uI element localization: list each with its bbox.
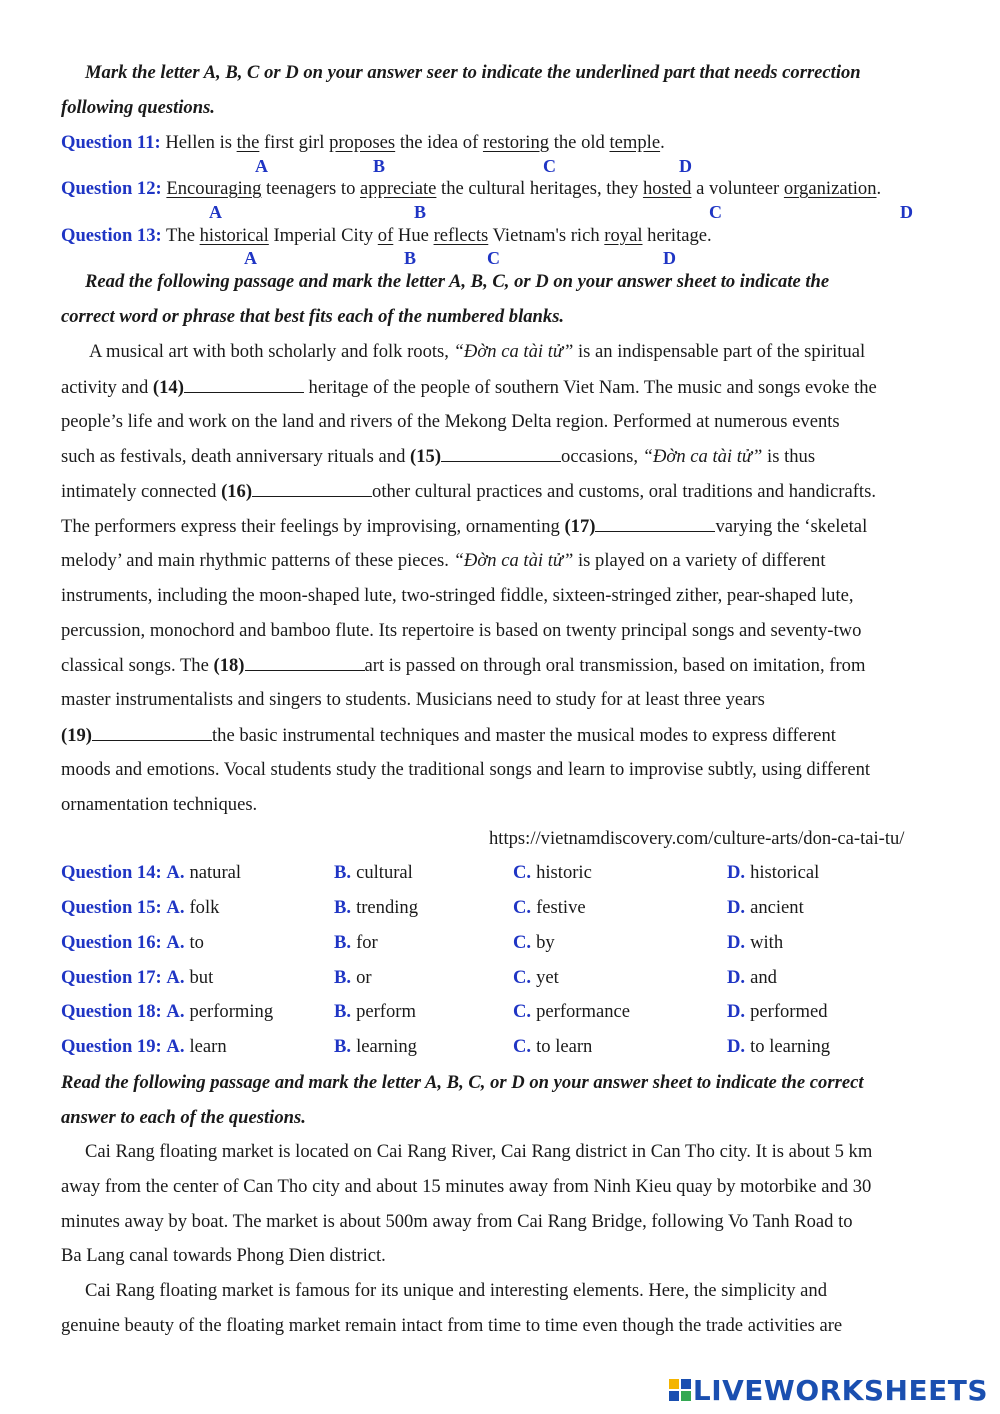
q12-option-a: Encouraging xyxy=(166,178,262,199)
liveworksheets-logo-text: LIVEWORKSHEETS xyxy=(692,1373,988,1407)
q13-letter-c: C xyxy=(487,248,500,268)
question-11: Question 11: Hellen is the first girl proposes the idea of restoring the old temple. xyxy=(61,132,665,153)
passage2-line1: Cai Rang floating market is located on Cai Rang River, Cai Rang district in Can Tho city. It is about 5 km xyxy=(85,1141,873,1162)
blank-18-number: (18) xyxy=(213,655,245,676)
section1-instruction-line1: Mark the letter A, B, C or D on your answer seer to indicate the underlined part that needs correction xyxy=(85,62,861,83)
option-a-letter: A. xyxy=(166,1001,185,1022)
section3-instruction-line2: answer to each of the questions. xyxy=(61,1107,306,1128)
option-c[interactable] xyxy=(513,1001,630,1023)
option-a-text[interactable]: performing xyxy=(189,1001,274,1022)
option-a-letter: A. xyxy=(166,967,185,988)
option-a-letter: A. xyxy=(166,1036,185,1057)
q13-letter-b: B xyxy=(404,248,417,268)
question-13: Question 13: The historical Imperial City of Hue reflects Vietnam's rich royal heritage. xyxy=(61,225,712,246)
mc-question-row xyxy=(61,1001,273,1023)
option-a-letter: A. xyxy=(166,862,185,883)
q11-letter-a: A xyxy=(255,156,268,176)
q12-letter-b: B xyxy=(414,202,427,222)
q11-letter-d: D xyxy=(679,156,692,176)
option-b-text: trending xyxy=(356,897,419,918)
option-b-text: perform xyxy=(356,1001,416,1022)
blank-19-number: (19) xyxy=(61,725,92,746)
option-c-text: by xyxy=(536,932,555,953)
option-b[interactable] xyxy=(334,1001,416,1023)
option-b-letter: B. xyxy=(334,897,352,918)
blank-14-number: (14) xyxy=(152,377,184,398)
section3-instruction-line1: Read the following passage and mark the letter A, B, C, or D on your answer sheet to indicate the correct xyxy=(61,1072,864,1093)
question-11-label: Question 11: xyxy=(61,132,161,153)
passage1-line8: instruments, including the moon-shaped lute, two-stringed fiddle, sixteen-stringed zither, pear-shaped lute, xyxy=(61,585,854,606)
blank-17[interactable] xyxy=(595,515,715,532)
option-d-letter: D. xyxy=(727,897,746,918)
option-c-letter: C. xyxy=(513,967,532,988)
option-c-text: historic xyxy=(536,862,592,883)
q13-option-d: royal xyxy=(604,225,643,246)
q13-option-a: historical xyxy=(199,225,269,246)
option-d-text: to learning xyxy=(750,1036,831,1057)
q11-option-b: proposes xyxy=(329,132,396,153)
blank-16[interactable] xyxy=(252,480,372,497)
mc-question-row xyxy=(61,1036,227,1058)
option-c-text: performance xyxy=(536,1001,631,1022)
option-d-letter: D. xyxy=(727,1001,746,1022)
passage1-line10: classical songs. The (18) art is passed on through oral transmission, based on imitation, from xyxy=(61,655,866,676)
option-c-letter: C. xyxy=(513,1001,532,1022)
blank-18[interactable] xyxy=(245,654,365,671)
blank-15-number: (15) xyxy=(410,446,442,467)
option-a-text[interactable]: folk xyxy=(189,897,220,918)
option-d-text: performed xyxy=(750,1001,828,1022)
passage2-line5: Cai Rang floating market is famous for its unique and interesting elements. Here, the simplicity and xyxy=(85,1280,828,1301)
option-d-text: ancient xyxy=(750,897,804,918)
option-b[interactable] xyxy=(334,932,378,954)
option-c[interactable] xyxy=(513,897,586,919)
passage1-line14: ornamentation techniques. xyxy=(61,794,258,815)
option-d-letter: D. xyxy=(727,862,746,883)
option-b[interactable] xyxy=(334,967,372,989)
passage1-source: https://vietnamdiscovery.com/culture-arts/don-ca-tai-tu/ xyxy=(489,828,905,849)
question-12-label: Question 12: xyxy=(61,178,162,199)
option-d-letter: D. xyxy=(727,932,746,953)
option-c-letter: C. xyxy=(513,897,532,918)
passage1-line5: intimately connected (16) other cultural practices and customs, oral traditions and handicrafts. xyxy=(61,481,876,502)
option-b-text: or xyxy=(356,967,372,988)
q13-letter-d: D xyxy=(663,248,676,268)
option-b-text: learning xyxy=(356,1036,417,1057)
option-b[interactable] xyxy=(334,862,413,884)
option-b-text: for xyxy=(356,932,378,953)
option-c-text: yet xyxy=(536,967,559,988)
q11-option-d: temple xyxy=(609,132,661,153)
passage1-line7: melody’ and main rhythmic patterns of these pieces. “Đờn ca tài tử” is played on a variety of different xyxy=(61,550,826,571)
option-d-letter: D. xyxy=(727,1036,746,1057)
passage2-line6: genuine beauty of the floating market remain intact from time to time even though the trade activities are xyxy=(61,1315,843,1336)
mc-question-label: Question 19: xyxy=(61,1036,162,1057)
q12-letter-c: C xyxy=(709,202,722,222)
option-b-letter: B. xyxy=(334,932,352,953)
passage1-line6: The performers express their feelings by improvising, ornamenting (17) varying the ‘skeletal xyxy=(61,516,868,537)
liveworksheets-logo-icon xyxy=(669,1379,691,1401)
question-12: Question 12: Encouraging teenagers to appreciate the cultural heritages, they hosted a volunteer organization. xyxy=(61,178,882,199)
option-b[interactable] xyxy=(334,897,418,919)
passage1-line1: A musical art with both scholarly and folk roots, “Đờn ca tài tử” is an indispensable part of the spiritual xyxy=(89,341,866,362)
option-c[interactable] xyxy=(513,967,559,989)
passage1-line3: people’s life and work on the land and rivers of the Mekong Delta region. Performed at numerous events xyxy=(61,411,840,432)
option-a-text[interactable]: natural xyxy=(189,862,242,883)
mc-question-label: Question 16: xyxy=(61,932,162,953)
mc-question-label: Question 17: xyxy=(61,967,162,988)
passage1-line2: activity and (14) heritage of the people of southern Viet Nam. The music and songs evoke the xyxy=(61,377,877,398)
passage1-line4: such as festivals, death anniversary rituals and (15) occasions, “Đờn ca tài tử” is thus xyxy=(61,446,816,467)
option-b-letter: B. xyxy=(334,967,352,988)
question-13-label: Question 13: xyxy=(61,225,162,246)
option-d[interactable] xyxy=(727,1036,830,1058)
mc-question-row xyxy=(61,862,241,884)
option-a-text[interactable]: to xyxy=(189,932,204,953)
option-a-letter: A. xyxy=(166,932,185,953)
option-b-letter: B. xyxy=(334,1036,352,1057)
q13-option-c: reflects xyxy=(433,225,489,246)
option-a-text[interactable]: learn xyxy=(189,1036,227,1057)
option-c-letter: C. xyxy=(513,862,532,883)
q11-option-c: restoring xyxy=(482,132,550,153)
q13-letter-a: A xyxy=(244,248,257,268)
option-b-letter: B. xyxy=(334,862,352,883)
passage1-line13: moods and emotions. Vocal students study the traditional songs and learn to improvise subtly, using different xyxy=(61,759,871,780)
option-d-text: with xyxy=(750,932,784,953)
q12-letter-a: A xyxy=(209,202,222,222)
option-d[interactable] xyxy=(727,1001,828,1023)
section1-instruction-line2: following questions. xyxy=(61,97,215,118)
option-c[interactable] xyxy=(513,932,555,954)
blank-17-number: (17) xyxy=(564,516,596,537)
option-c[interactable] xyxy=(513,1036,592,1058)
q12-letter-d: D xyxy=(900,202,913,222)
option-c[interactable] xyxy=(513,862,592,884)
passage1-line9: percussion, monochord and bamboo flute. Its repertoire is based on twenty principal songs and seventy-two xyxy=(61,620,862,641)
blank-14[interactable] xyxy=(184,376,304,393)
option-d[interactable] xyxy=(727,932,783,954)
passage1-line12: (19) the basic instrumental techniques and master the musical modes to express different xyxy=(61,725,836,746)
option-c-text: to learn xyxy=(536,1036,593,1057)
passage2-line4: Ba Lang canal towards Phong Dien district. xyxy=(61,1245,386,1266)
option-d[interactable] xyxy=(727,862,819,884)
q12-option-c: hosted xyxy=(642,178,692,199)
section2-instruction-line2: correct word or phrase that best fits each of the numbered blanks. xyxy=(61,306,565,327)
option-a-letter: A. xyxy=(166,897,185,918)
option-b[interactable] xyxy=(334,1036,417,1058)
option-b-text: cultural xyxy=(356,862,413,883)
q11-letter-b: B xyxy=(373,156,386,176)
q11-option-a: the xyxy=(236,132,260,153)
mc-question-label: Question 14: xyxy=(61,862,162,883)
section2-instruction-line1: Read the following passage and mark the letter A, B, C, or D on your answer sheet to indicate the xyxy=(85,271,830,292)
blank-19[interactable] xyxy=(92,724,212,741)
option-b-letter: B. xyxy=(334,1001,352,1022)
blank-15[interactable] xyxy=(441,445,561,462)
mc-question-row xyxy=(61,897,219,919)
q12-option-d: organization xyxy=(783,178,877,199)
option-d-text: historical xyxy=(750,862,820,883)
q13-option-b: of xyxy=(377,225,394,246)
option-c-letter: C. xyxy=(513,1036,532,1057)
option-d-letter: D. xyxy=(727,967,746,988)
mc-question-label: Question 15: xyxy=(61,897,162,918)
option-c-letter: C. xyxy=(513,932,532,953)
mc-question-label: Question 18: xyxy=(61,1001,162,1022)
passage2-line3: minutes away by boat. The market is about 500m away from Cai Rang Bridge, following Vo Tanh Road to xyxy=(61,1211,853,1232)
passage1-line11: master instrumentalists and singers to students. Musicians need to study for at least three years xyxy=(61,689,765,710)
option-d[interactable] xyxy=(727,897,804,919)
passage2-line2: away from the center of Can Tho city and about 15 minutes away from Ninh Kieu quay by motorbike and 30 xyxy=(61,1176,872,1197)
mc-question-row xyxy=(61,932,204,954)
option-d[interactable] xyxy=(727,967,777,989)
option-c-text: festive xyxy=(536,897,586,918)
option-a-text[interactable]: but xyxy=(189,967,214,988)
liveworksheets-logo[interactable] xyxy=(669,1372,988,1408)
option-d-text: and xyxy=(750,967,777,988)
q12-option-b: appreciate xyxy=(360,178,437,199)
mc-question-row xyxy=(61,967,213,989)
blank-16-number: (16) xyxy=(221,481,253,502)
q11-letter-c: C xyxy=(543,156,556,176)
